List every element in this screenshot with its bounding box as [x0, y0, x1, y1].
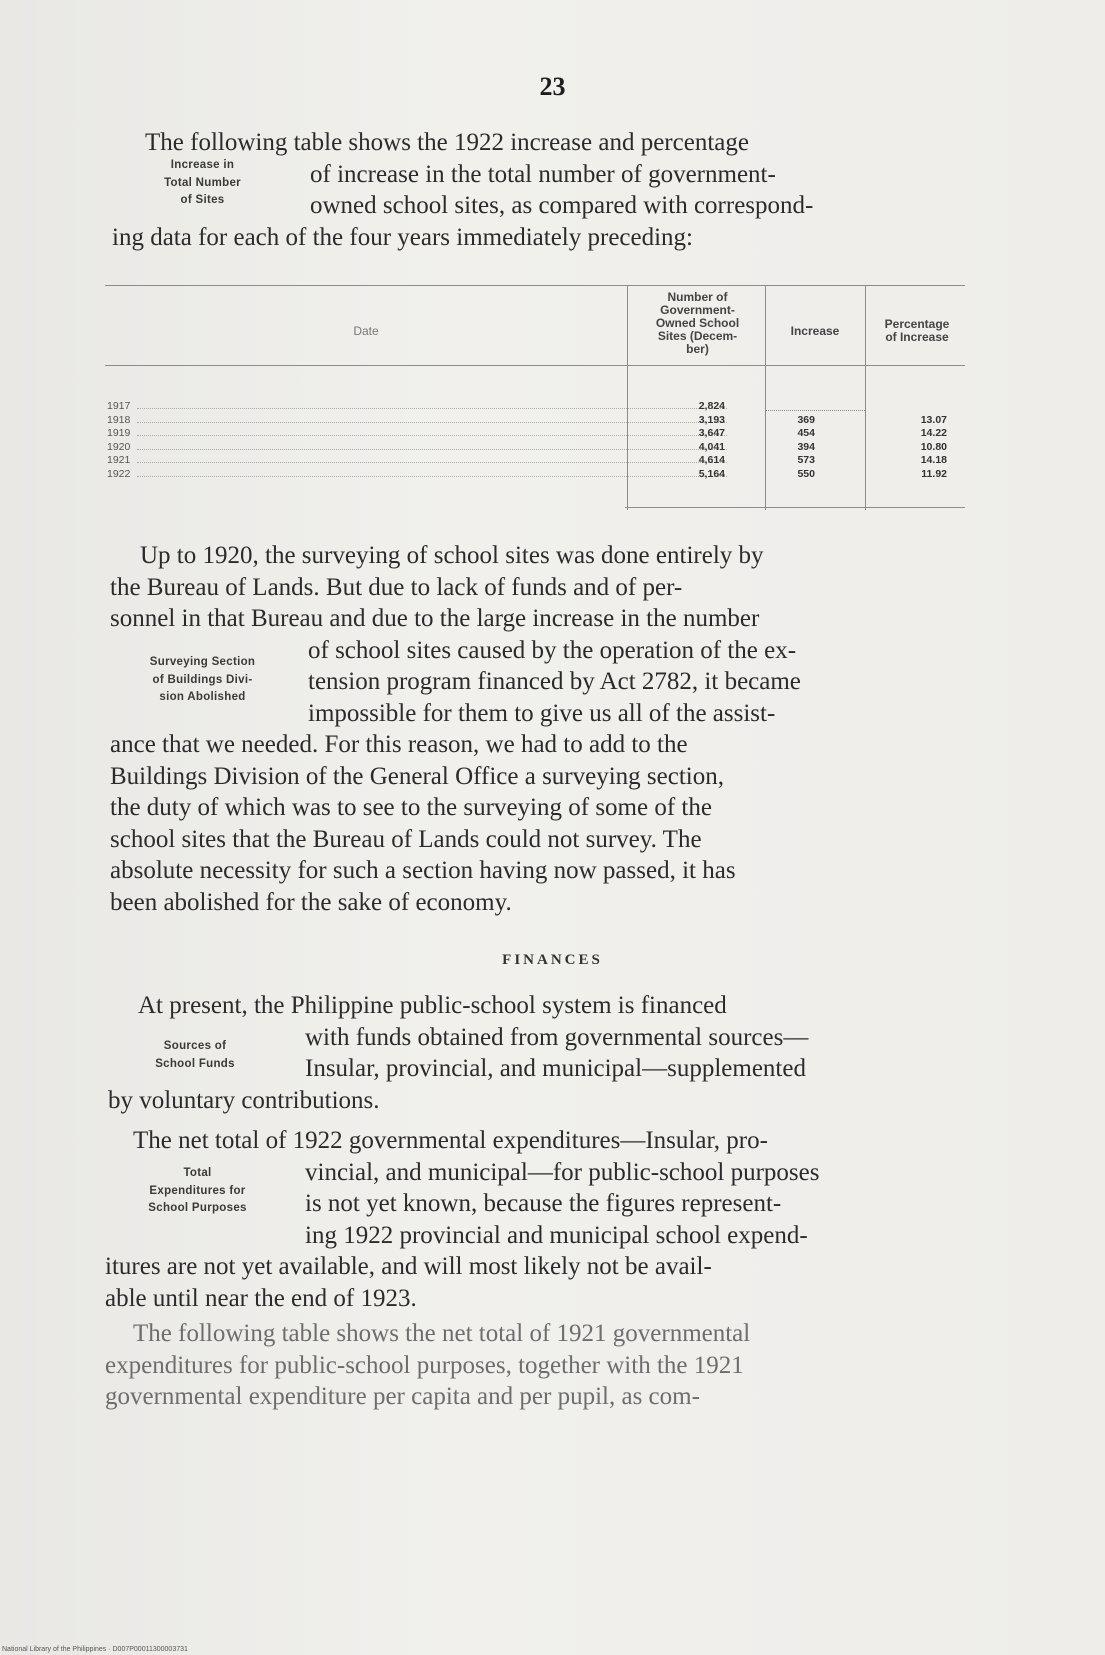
- text-line: vincial, and municipal—for public-school purposes: [305, 1158, 820, 1186]
- text-line: with funds obtained from governmental sources—: [305, 1023, 809, 1051]
- text-line: impossible for them to give us all of the assist-: [308, 699, 776, 727]
- side-note-line: Expenditures for: [149, 1184, 246, 1197]
- cell-date: 1918: [107, 413, 131, 426]
- text-line: Insular, provincial, and municipal—supplemented: [305, 1055, 806, 1082]
- cell-increase: 550: [797, 467, 815, 480]
- text-line: of increase in the total number of government-: [310, 160, 776, 188]
- table-row: [105, 468, 965, 482]
- cell-increase: 394: [797, 440, 815, 453]
- school-sites-table: [105, 285, 965, 515]
- text-line: of school sites caused by the operation of the ex-: [308, 636, 797, 664]
- paragraph-sources: [0, 990, 1105, 1116]
- cell-date: 1922: [107, 467, 131, 480]
- header-line: Percentage: [884, 317, 950, 331]
- cell-percentage: 10.80: [920, 440, 947, 453]
- archive-footer: National Library of the Philippines · D007P00011300003731: [2, 1646, 188, 1653]
- text-line: At present, the Philippine public-school system is financed: [138, 992, 727, 1019]
- cell-sites: 5,164: [698, 467, 725, 480]
- table-row: [105, 454, 965, 468]
- header-date: Date: [353, 324, 379, 338]
- header-line: ber): [686, 342, 709, 356]
- header-line: Owned School: [655, 316, 740, 330]
- side-note-line: Total Number: [164, 176, 241, 189]
- page-number: 23: [539, 72, 566, 101]
- text-line: owned school sites, as compared with correspond-: [310, 192, 814, 219]
- text-line: able until near the end of 1923.: [105, 1284, 417, 1312]
- cell-date: 1919: [107, 427, 131, 439]
- cell-date: 1920: [107, 440, 131, 453]
- cell-percentage: 14.18: [920, 454, 947, 466]
- text-line: Up to 1920, the surveying of school sites was done entirely by: [140, 542, 764, 569]
- text-line: been abolished for the sake of economy.: [110, 888, 512, 916]
- text-line: ing data for each of the four years immediately preceding:: [112, 223, 694, 251]
- text-line: Buildings Division of the General Office a surveying section,: [110, 762, 724, 790]
- cell-increase: 454: [797, 427, 815, 439]
- cell-sites: 4,614: [698, 454, 725, 466]
- cell-sites: 3,193: [698, 413, 725, 426]
- paragraph-surveying: [0, 540, 1105, 918]
- section-heading: FINANCES: [502, 952, 603, 968]
- cell-sites: 2,824: [698, 400, 725, 412]
- text-line: is not yet known, because the figures represent-: [305, 1190, 782, 1217]
- paragraph-following-table: [0, 1318, 1105, 1413]
- side-note-line: sion Abolished: [159, 691, 246, 703]
- header-line: Number of: [667, 290, 728, 304]
- side-note-line: Surveying Section: [149, 656, 256, 668]
- cell-sites: 3,647: [698, 427, 725, 439]
- text-line: ance that we needed. For this reason, we had to add to the: [110, 731, 688, 758]
- text-line: The following table shows the net total of 1921 governmental: [133, 1320, 751, 1347]
- cell-sites: 4,041: [698, 440, 725, 453]
- text-line: the duty of which was to see to the surveying of some of the: [110, 794, 712, 821]
- text-line: itures are not yet available, and will most likely not be avail-: [105, 1253, 712, 1280]
- side-note-line: School Funds: [155, 1057, 235, 1070]
- header-line: Sites (Decem-: [657, 329, 738, 343]
- text-line: The net total of 1922 governmental expenditures—Insular, pro-: [133, 1127, 768, 1154]
- cell-increase: 573: [797, 454, 815, 466]
- text-line: ing 1922 provincial and municipal school expend-: [305, 1221, 808, 1249]
- header-increase: Increase: [790, 324, 840, 338]
- cell-date: 1917: [107, 400, 131, 412]
- header-line: of Increase: [885, 330, 949, 344]
- text-line: tension program financed by Act 2782, it became: [308, 668, 801, 695]
- header-line: Government-: [660, 303, 735, 317]
- text-line: school sites that the Bureau of Lands could not survey. The: [110, 825, 702, 853]
- cell-percentage: 13.07: [920, 413, 947, 426]
- text-line: expenditures for public-school purposes, together with the 1921: [105, 1351, 744, 1379]
- text-line: absolute necessity for such a section having now passed, it has: [110, 857, 736, 884]
- text-line: governmental expenditure per capita and per pupil, as com-: [105, 1383, 700, 1410]
- side-note-line: of Sites: [180, 194, 225, 206]
- cell-percentage: 14.22: [920, 427, 947, 439]
- side-note-line: School Purposes: [148, 1202, 247, 1214]
- header-percentage: [867, 318, 967, 344]
- table-row: [105, 400, 965, 414]
- table-row: [105, 427, 965, 441]
- cell-increase: 369: [797, 413, 815, 426]
- cell-percentage: 11.92: [921, 467, 947, 480]
- table-row: [105, 414, 965, 428]
- text-line: sonnel in that Bureau and due to the large increase in the number: [110, 605, 760, 632]
- side-note-line: Sources of: [163, 1040, 227, 1052]
- table-row: [105, 441, 965, 455]
- header-sites: [630, 291, 765, 356]
- paragraph-expenditures: [0, 1125, 1105, 1314]
- paragraph-intro: [0, 127, 1105, 253]
- side-note-line: of Buildings Divi-: [152, 673, 253, 686]
- side-note-line: Increase in: [170, 159, 235, 171]
- text-line: the Bureau of Lands. But due to lack of funds and of per-: [110, 573, 683, 601]
- text-line: The following table shows the 1922 increase and percentage: [145, 129, 749, 156]
- cell-date: 1921: [107, 454, 131, 466]
- text-line: by voluntary contributions.: [108, 1086, 380, 1114]
- side-note-line: Total: [183, 1167, 212, 1179]
